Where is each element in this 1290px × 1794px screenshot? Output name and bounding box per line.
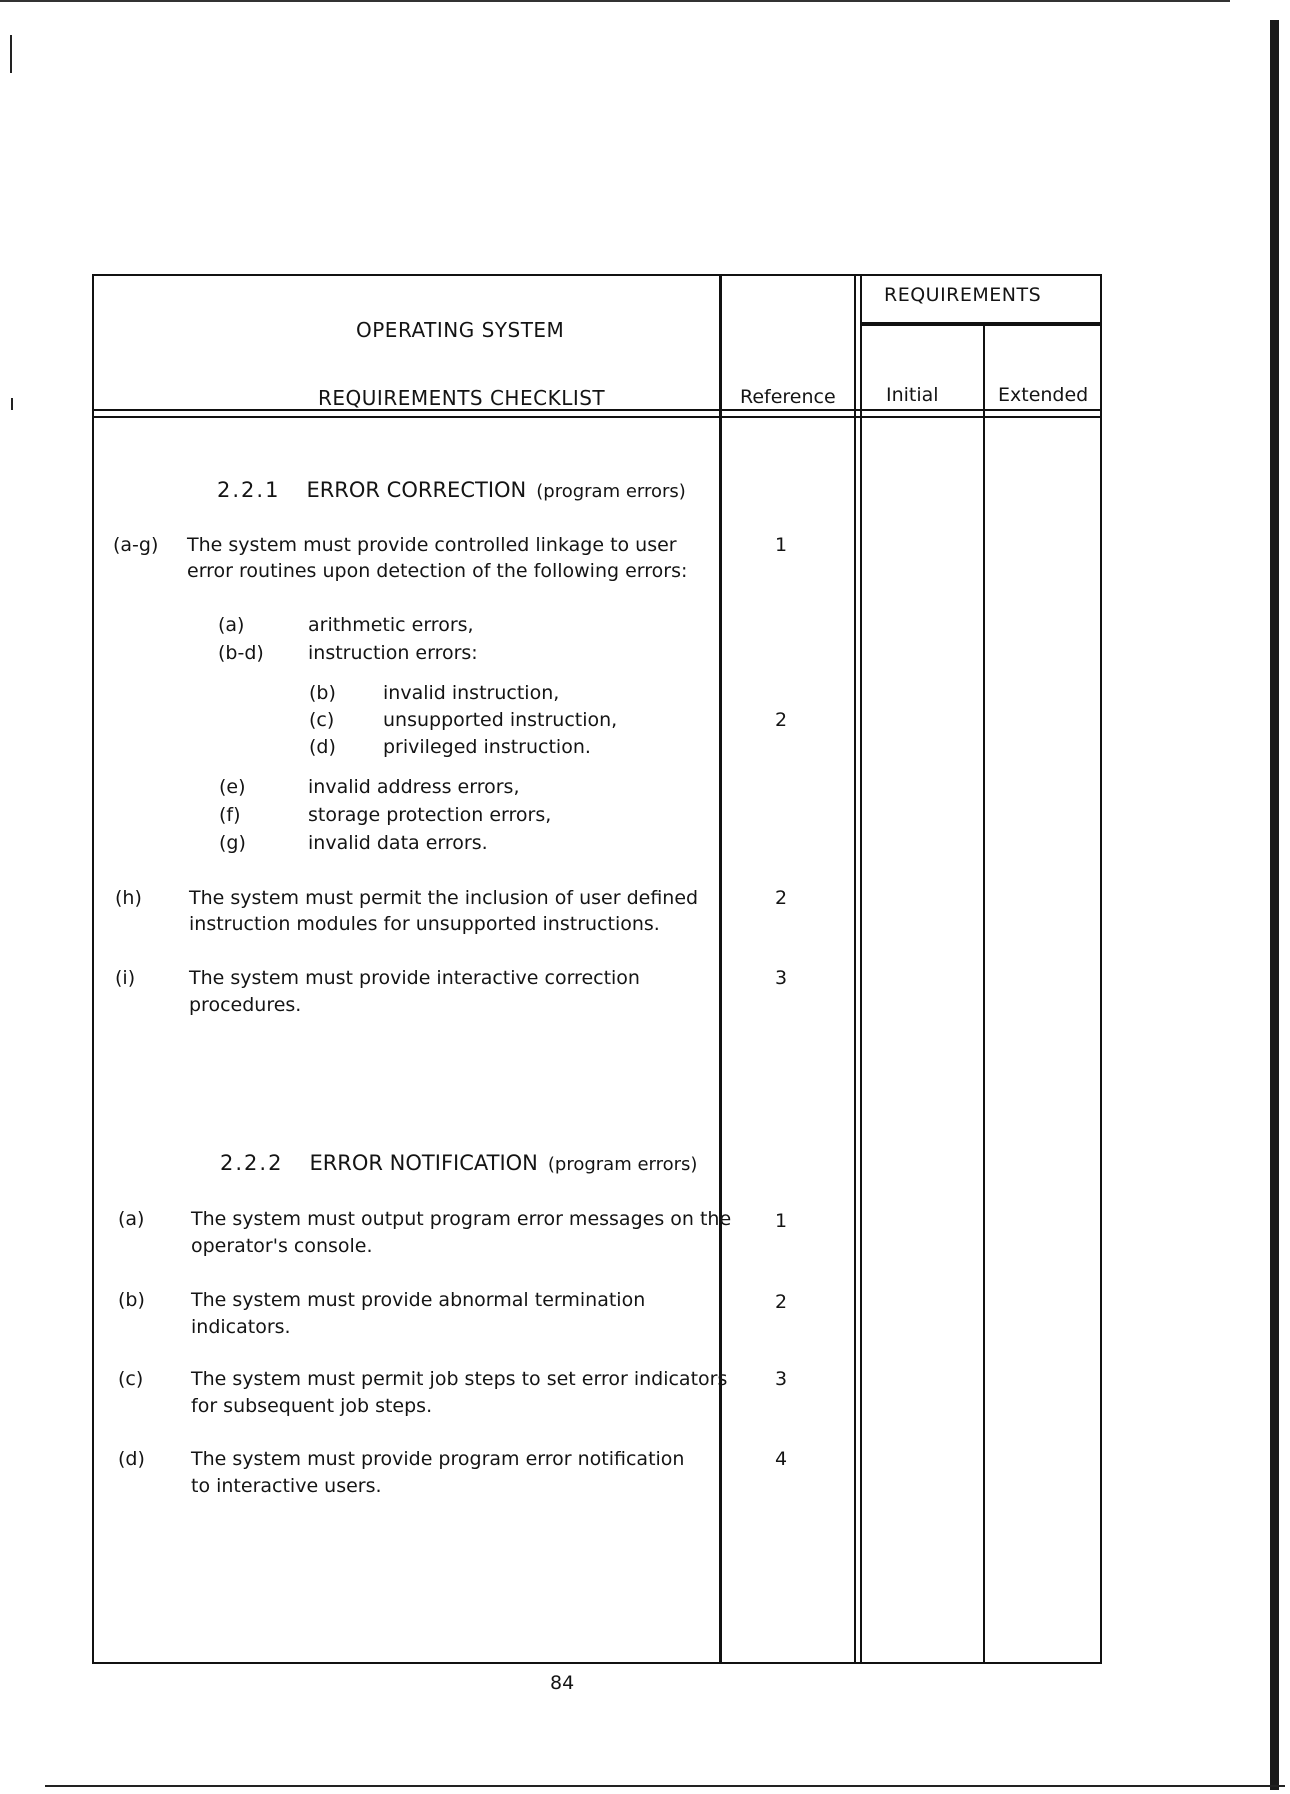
item-label: (c) (118, 1368, 144, 1390)
section-title: ERROR CORRECTION (306, 478, 527, 502)
initial-header: Initial (886, 384, 939, 406)
instruction-error-label: (b) (309, 682, 336, 704)
item-text-line1: The system must permit the inclusion of user defined (189, 887, 699, 909)
item-reference: 4 (774, 1448, 788, 1470)
error-text: invalid data errors. (308, 832, 488, 854)
error-text: storage protection errors, (308, 804, 552, 826)
table-left-border (92, 274, 94, 1664)
item-text-line2: instruction modules for unsupported instructions. (189, 913, 660, 935)
item-text-line1: The system must permit job steps to set error indicators (191, 1368, 728, 1390)
item-text-line2: indicators. (191, 1316, 291, 1338)
item-text-line2: procedures. (189, 994, 302, 1016)
section-title: ERROR NOTIFICATION (309, 1151, 538, 1175)
item-label: (b) (118, 1289, 145, 1311)
error-text: arithmetic errors, (308, 614, 474, 636)
section-subtitle: (program errors) (547, 1154, 698, 1175)
initial-extended-rule (983, 324, 985, 1664)
requirements-header: REQUIREMENTS (884, 284, 1042, 306)
instruction-error-label: (d) (309, 736, 336, 758)
page-number: 84 (550, 1672, 575, 1694)
item-text-line2: for subsequent job steps. (191, 1395, 433, 1417)
item-label: (i) (115, 967, 136, 989)
item-reference: 2 (774, 1291, 788, 1313)
item-text-line1: The system must provide controlled linkage to user (187, 534, 677, 556)
scan-edge-bottom (45, 1785, 1285, 1787)
error-label: (g) (219, 832, 246, 854)
error-text: invalid address errors, (308, 776, 520, 798)
section-number: 2.2.1 (217, 478, 281, 502)
error-label: (a) (218, 614, 245, 636)
extended-header: Extended (998, 384, 1089, 406)
instruction-error-text: invalid instruction, (383, 682, 560, 704)
item-text-line2: operator's console. (191, 1235, 373, 1257)
item-text-line2: to interactive users. (191, 1475, 382, 1497)
item-label: (a) (118, 1208, 145, 1230)
instruction-error-text: unsupported instruction, (383, 709, 618, 731)
item-text-line1: The system must provide abnormal termination (191, 1289, 646, 1311)
item-text-line2: error routines upon detection of the following errors: (187, 560, 688, 582)
section-heading-2-2-2 (220, 1151, 697, 1175)
item-label: (d) (118, 1448, 145, 1470)
table-title-line1: OPERATING SYSTEM (356, 318, 565, 342)
section-subtitle: (program errors) (536, 481, 686, 502)
scan-edge-top (0, 0, 1230, 2)
item-reference: 2 (774, 887, 788, 909)
reference-right-rule-1 (854, 274, 856, 1664)
requirements-rule (860, 322, 1102, 326)
instruction-error-text: privileged instruction. (383, 736, 591, 758)
table-top-border (92, 274, 1102, 276)
section-heading-2-2-1 (217, 478, 686, 502)
reference-header: Reference (740, 386, 836, 408)
scan-mark-left-2 (11, 398, 13, 410)
error-label: (f) (219, 804, 241, 826)
item-text-line1: The system must provide program error notification (191, 1448, 685, 1470)
item-label: (a-g) (113, 534, 159, 556)
item-reference: 3 (774, 967, 788, 989)
item-label: (h) (115, 887, 142, 909)
section-number: 2.2.2 (220, 1151, 284, 1175)
instruction-errors-reference: 2 (774, 709, 788, 731)
scan-edge-right (1270, 20, 1279, 1790)
reference-left-rule (719, 274, 722, 1664)
item-text-line1: The system must provide interactive correction (189, 967, 640, 989)
item-reference: 1 (774, 534, 788, 556)
reference-right-rule-2 (860, 274, 862, 1664)
table-bottom-border (92, 1662, 1102, 1664)
scan-mark-left (10, 35, 12, 73)
table-title-line2: REQUIREMENTS CHECKLIST (318, 386, 606, 410)
instruction-error-label: (c) (309, 709, 335, 731)
error-text: instruction errors: (308, 642, 478, 664)
table-right-border (1100, 274, 1102, 1664)
item-text-line1: The system must output program error messages on the (191, 1208, 732, 1230)
item-reference: 3 (774, 1368, 788, 1390)
header-rule-2 (92, 416, 1102, 418)
item-reference: 1 (774, 1210, 788, 1232)
error-label: (e) (219, 776, 246, 798)
error-label: (b-d) (218, 642, 264, 664)
